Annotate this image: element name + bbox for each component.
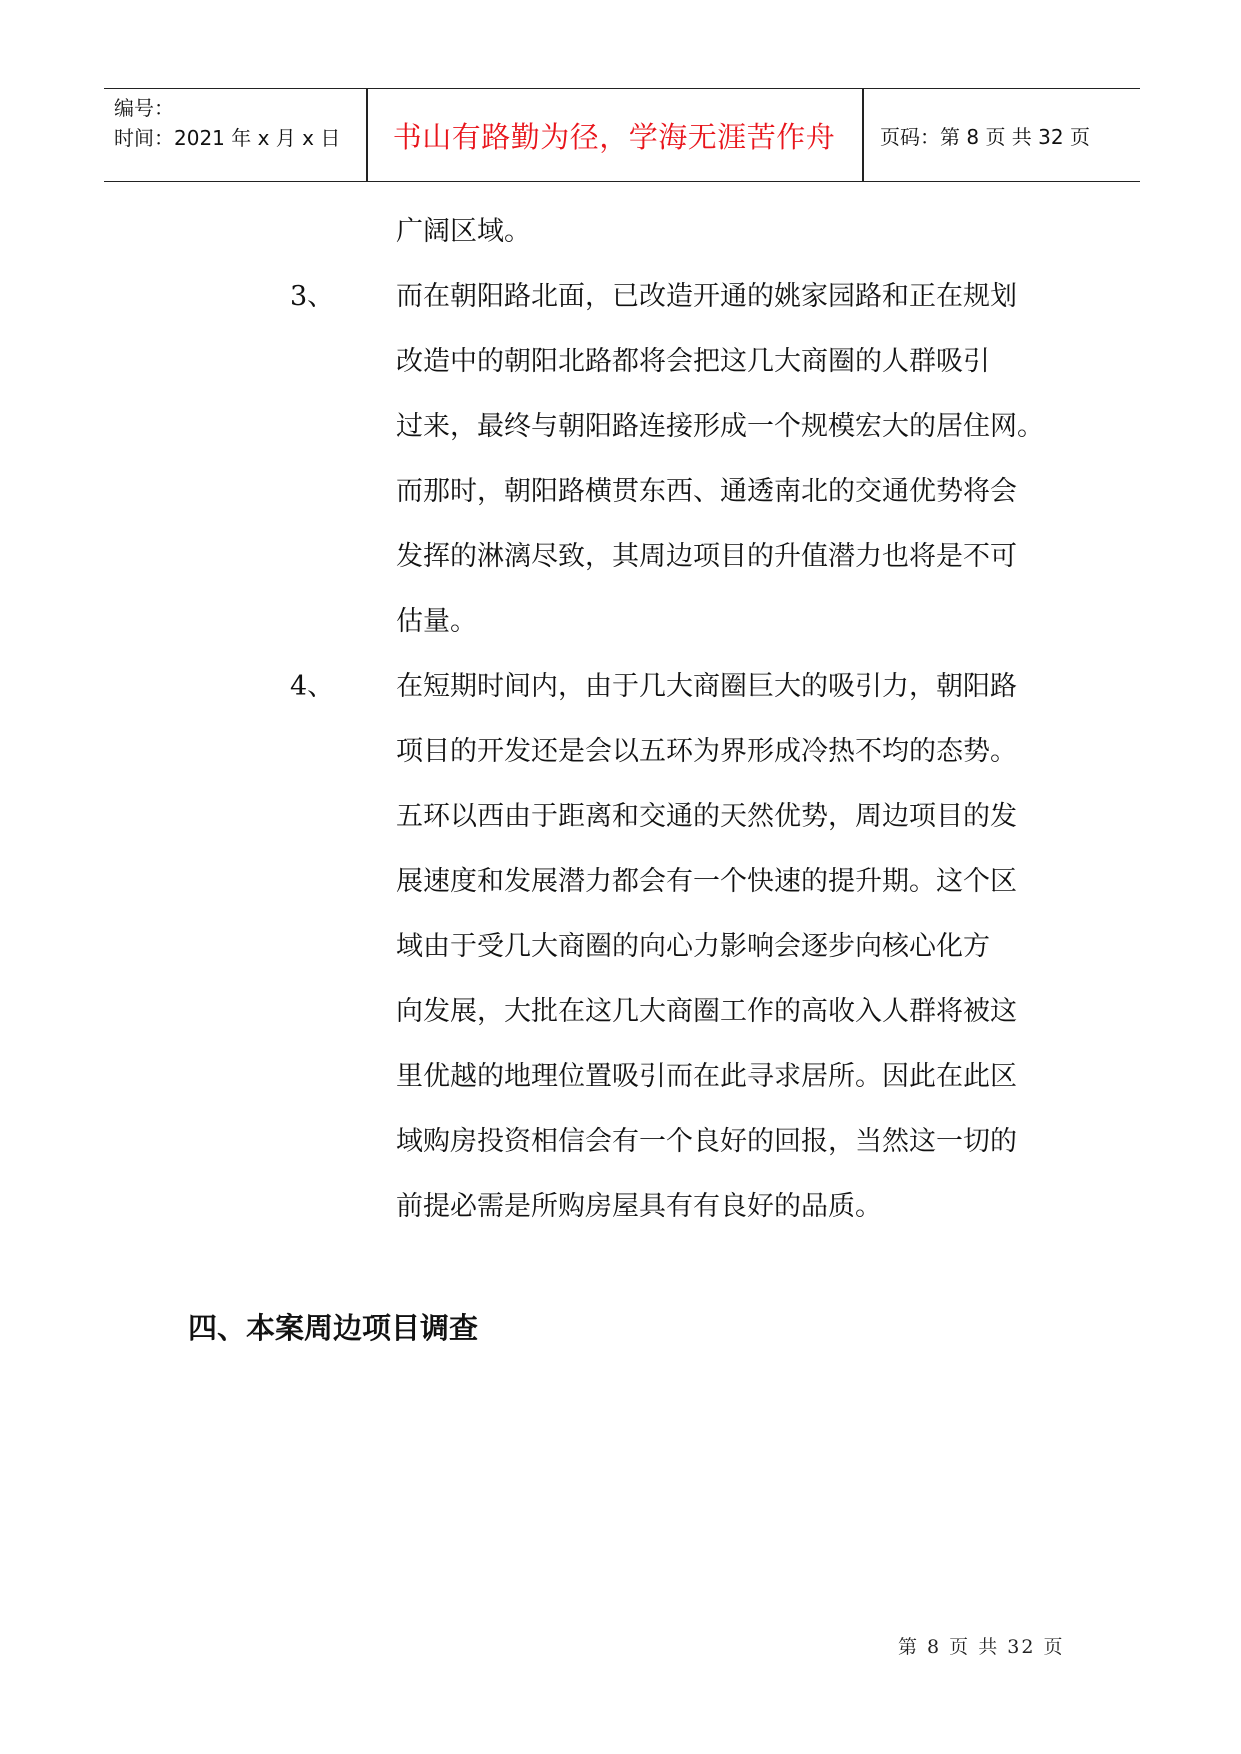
- paragraph-line: 而在朝阳路北面，已改造开通的姚家园路和正在规划: [396, 281, 1017, 312]
- paragraph-line: 过来，最终与朝阳路连接形成一个规模宏大的居住网。: [396, 411, 1044, 442]
- paragraph-line: 发挥的淋漓尽致，其周边项目的升值潜力也将是不可: [396, 541, 1017, 572]
- paragraph-line: 而那时，朝阳路横贯东西、通透南北的交通优势将会: [396, 476, 1017, 507]
- paragraph-line: 五环以西由于距离和交通的天然优势，周边项目的发: [396, 801, 1017, 832]
- list-item-number-3: 3、: [290, 281, 335, 312]
- paragraph-line: 改造中的朝阳北路都将会把这几大商圈的人群吸引: [396, 346, 990, 377]
- header-meta: [114, 93, 340, 153]
- page-footer: 第 8 页 共 32 页: [898, 1636, 1065, 1658]
- section-heading: 四、本案周边项目调查: [188, 1311, 479, 1345]
- document-number-label: 编号：: [114, 96, 174, 120]
- paragraph-line: 向发展，大批在这几大商圈工作的高收入人群将被这: [396, 996, 1017, 1027]
- paragraph-line: 前提必需是所购房屋具有有良好的品质。: [396, 1191, 882, 1222]
- paragraph-line: 域由于受几大商圈的向心力影响会逐步向核心化方: [396, 931, 990, 962]
- paragraph-line: 项目的开发还是会以五环为界形成冷热不均的态势。: [396, 736, 1017, 767]
- paragraph-line: 估量。: [396, 606, 477, 637]
- paragraph-line: 在短期时间内，由于几大商圈巨大的吸引力，朝阳路: [396, 671, 1017, 702]
- paragraph-line: 展速度和发展潜力都会有一个快速的提升期。这个区: [396, 866, 1017, 897]
- list-item-number-4: 4、: [290, 671, 335, 702]
- page-header: [104, 88, 1140, 182]
- paragraph-line: 域购房投资相信会有一个良好的回报，当然这一切的: [396, 1126, 1017, 1157]
- paragraph-line: 广阔区域。: [396, 216, 531, 247]
- header-motto: 书山有路勤为径，学海无涯苦作舟: [392, 119, 836, 154]
- paragraph-line: 里优越的地理位置吸引而在此寻求居所。因此在此区: [396, 1061, 1017, 1092]
- header-page-info: 页码：第 8 页 共 32 页: [880, 124, 1090, 149]
- header-divider-right: [862, 89, 864, 181]
- document-time-label: 时间：2021 年 x 月 x 日: [114, 126, 341, 150]
